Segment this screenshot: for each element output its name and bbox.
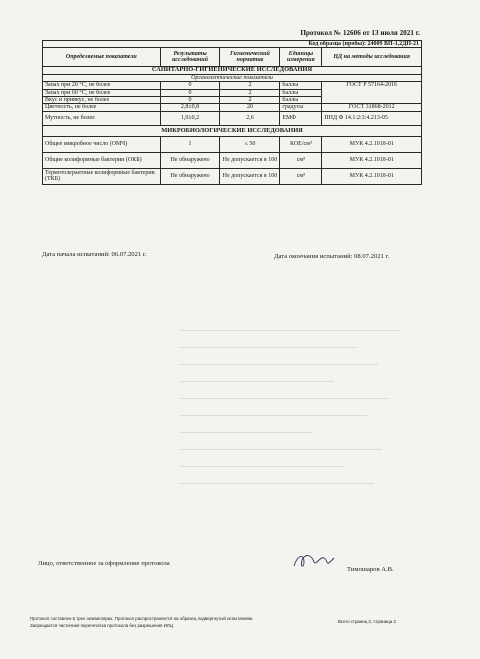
method-value: ПНД Ф 14.1:2:3:4.213-05 bbox=[322, 111, 422, 125]
responsible-person-name: Тимошаров А.В. bbox=[347, 566, 394, 573]
subsection-row bbox=[43, 74, 422, 81]
result-value: Не обнаружено bbox=[160, 152, 220, 168]
table-row bbox=[43, 82, 422, 89]
method-value: ГОСТ Р 57164-2016 bbox=[322, 82, 422, 104]
table-row bbox=[43, 111, 422, 125]
norm-value: 20 bbox=[220, 104, 280, 111]
footer-notes bbox=[30, 615, 253, 629]
norm-value: Не допускается в 100 bbox=[220, 168, 280, 184]
section-row bbox=[43, 67, 422, 74]
footer-line: Запрещается частичная перепечатка протокола без разрешения ИЛЦ bbox=[30, 623, 173, 628]
test-start-date: Дата начала испытаний: 06.07.2021 г. bbox=[42, 251, 147, 258]
column-header: Результаты исследований bbox=[160, 48, 220, 67]
bleed-through-text bbox=[180, 320, 400, 580]
column-header: Единицы измерения bbox=[280, 48, 322, 67]
norm-value: 2 bbox=[220, 82, 280, 89]
method-value: МУК 4.2.1018-01 bbox=[322, 168, 422, 184]
unit-value: КОЕ/см³ bbox=[280, 136, 322, 152]
result-value: Не обнаружено bbox=[160, 168, 220, 184]
norm-value: ≤ 50 bbox=[220, 136, 280, 152]
table-row bbox=[43, 152, 422, 168]
indicator-name: Общие колиформные бактерии (ОКБ) bbox=[43, 152, 161, 168]
section-title-micro: МИКРОБИОЛОГИЧЕСКИЕ ИССЛЕДОВАНИЯ bbox=[43, 125, 422, 136]
result-value: 0 bbox=[160, 97, 220, 104]
page-counter: Всего страниц 2; страница 2 bbox=[338, 619, 396, 624]
column-header: Определяемые показатели bbox=[43, 48, 161, 67]
norm-value: Не допускается в 100 bbox=[220, 152, 280, 168]
result-value: 1,0±0,2 bbox=[160, 111, 220, 125]
results-table bbox=[42, 40, 422, 185]
indicator-name: Термотолерантные колиформные бактерии (ТКБ) bbox=[43, 168, 161, 184]
indicator-name: Запах при 20 °С, не более bbox=[43, 82, 161, 89]
footer-line: Протокол составлен в трех экземплярах. Протокол распространяется на образец подвергнутый испытаниям. bbox=[30, 616, 254, 621]
unit-value: см³ bbox=[280, 152, 322, 168]
indicator-name: Вкус и привкус, не более bbox=[43, 97, 161, 104]
test-end-date: Дата окончания испытаний: 08.07.2021 г. bbox=[274, 253, 390, 260]
subsection-title-organoleptic: Органолептические показатели bbox=[43, 74, 422, 81]
responsible-person-label: Лицо, ответственное за оформление протокола bbox=[38, 560, 170, 567]
unit-value: ЕМФ bbox=[280, 111, 322, 125]
indicator-name: Мутность, не более bbox=[43, 111, 161, 125]
result-value: 0 bbox=[160, 82, 220, 89]
column-header: Гигиенический норматив bbox=[220, 48, 280, 67]
table-header-row bbox=[43, 48, 422, 67]
indicator-name: Запах при 60 °С, не более bbox=[43, 89, 161, 96]
indicator-name: Общее микробное число (ОМЧ) bbox=[43, 136, 161, 152]
result-value: 2,8±0,8 bbox=[160, 104, 220, 111]
unit-value: см³ bbox=[280, 168, 322, 184]
section-title-sanitary: САНИТАРНО-ГИГИЕНИЧЕСКИЕ ИССЛЕДОВАНИЯ bbox=[43, 67, 422, 74]
column-header: НД на методы исследования bbox=[322, 48, 422, 67]
method-value: МУК 4.2.1018-01 bbox=[322, 152, 422, 168]
norm-value: 2,6 bbox=[220, 111, 280, 125]
unit-value: градусы bbox=[280, 104, 322, 111]
unit-value: баллы bbox=[280, 82, 322, 89]
section-row bbox=[43, 125, 422, 136]
table-row bbox=[43, 168, 422, 184]
indicator-name: Цветность, не более bbox=[43, 104, 161, 111]
unit-value: баллы bbox=[280, 89, 322, 96]
handwritten-signature bbox=[290, 550, 338, 572]
norm-value: 2 bbox=[220, 89, 280, 96]
sample-code-row bbox=[43, 41, 422, 48]
table-row bbox=[43, 104, 422, 111]
result-value: 1 bbox=[160, 136, 220, 152]
table-row bbox=[43, 136, 422, 152]
unit-value: баллы bbox=[280, 97, 322, 104]
sample-code: Код образца (пробы): 24009 ВП-1,2ДП-21 bbox=[43, 41, 422, 48]
method-value: МУК 4.2.1018-01 bbox=[322, 136, 422, 152]
method-value: ГОСТ 31868-2012 bbox=[322, 104, 422, 111]
norm-value: 2 bbox=[220, 97, 280, 104]
result-value: 0 bbox=[160, 89, 220, 96]
protocol-title: Протокол № 12606 от 13 июля 2021 г. bbox=[300, 29, 420, 37]
